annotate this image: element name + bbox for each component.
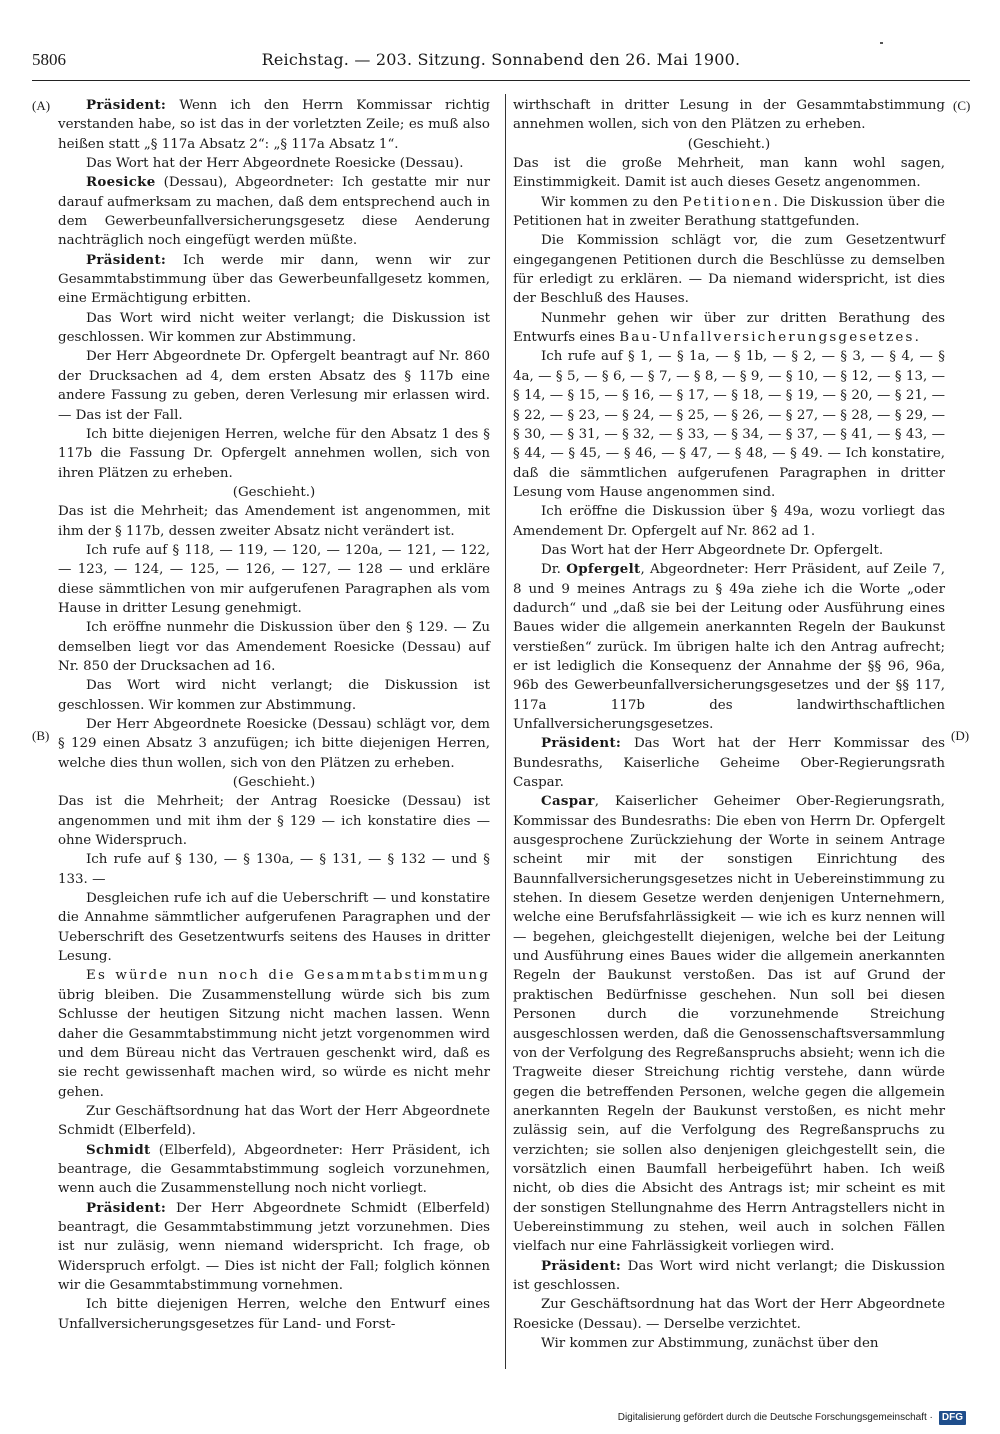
paragraph: Präsident: Ich werde mir dann, wenn wir zur Gesammtabstimmung über das Gewerbeunfallgesetz kommen, eine Ermächtigung erbitten.: [58, 251, 490, 307]
page-header: [32, 46, 970, 74]
paragraph: Desgleichen rufe ich auf die Ueberschrift — und konstatire die Annahme sämmtlicher aufgerufenen Paragraphen und der Ueberschrift des Gesetzentwurfs seitens des Hauses in dritter Lesung.: [58, 891, 490, 965]
paragraph: Das Wort wird nicht verlangt; die Diskussion ist geschlossen. Wir kommen zur Abstimmung.: [58, 678, 490, 713]
stage-direction: (Geschieht.): [232, 775, 316, 791]
column-divider: [505, 94, 506, 1369]
left-column: [58, 96, 490, 1334]
paragraph: Ich eröffne nunmehr die Diskussion über den § 129. — Zu demselben liegt vor das Amendement Roesicke (Dessau) auf Nr. 850 der Drucksachen ad 16.: [58, 620, 490, 674]
digitization-footer: [618, 1410, 966, 1426]
dfg-logo: DFG: [939, 1411, 966, 1425]
paragraph: Ich rufe auf § 118, — 119, — 120, — 120a, — 121, — 122, — 123, — 124, — 125, — 126, — 127, — 128 — und erkläre diese sämmtlichen von mir aufgerufenen Paragraphen als vom Hause in dritter Lesung genehmigt.: [58, 542, 490, 616]
paragraph: Ich bitte diejenigen Herren, welche für den Absatz 1 des § 117b die Fassung Dr. Opfergelt annehmen wollen, sich von ihren Plätzen zu erheben.: [58, 426, 490, 481]
stage-direction: (Geschieht.): [687, 136, 771, 152]
footer-text: Digitalisierung gefördert durch die Deutsche Forschungsgemeinschaft ·: [617, 1412, 933, 1423]
stage-direction: (Geschieht.): [232, 484, 316, 500]
running-head: Reichstag. — 203. Sitzung. Sonnabend den 26. Mai 1900.: [261, 50, 741, 69]
paragraph: Der Herr Abgeordnete Roesicke (Dessau) schlägt vor, dem § 129 einen Absatz 3 anzufügen; ich bitte diejenigen Herren, welche dies thun wollen, sich von den Plätzen zu erheben.: [58, 717, 490, 771]
spaced-text: Bau-Unfallversicherungsgesetzes: [619, 330, 915, 346]
print-speck: [880, 42, 883, 44]
margin-marker-d: (D): [951, 728, 970, 743]
paragraph: Dr. Opfergelt, Abgeordneter: Herr Präsident, auf Zeile 7, 8 und 9 meines Antrags zu § 49a ziehe ich die Worte „oder dadurch“ und „daß sie bei der Leitung oder Ausführung eines Baues wider die allgemein anerkannten Regeln der Baukunst verstießen“ zurück. Im übrigen halte ich den Antrag aufrecht; er ist lediglich die Konsequenz der Annahme der §§ 96, 96a, 96b des Gewerbeunfallversicherungsgesetzes und der §§ 117, 117a 117b des landwirthschaftlichen Unfallversicherungsgesetzes.: [513, 561, 945, 732]
speaker-name: Präsident:: [541, 735, 622, 752]
paragraph: Ich rufe auf § 1, — § 1a, — § 1b, — § 2, — § 3, — § 4, — § 4a, — § 5, — § 6, — § 7, — § 8, — § 9, — § 10, — § 12, — § 13, — § 14, — § 15, — § 16, — § 17, — § 18, — § 19, — § 20, — § 21, — § 22, — § 23, — § 24, — § 25, — § 26, — § 27, — § 28, — § 29, — § 30, — § 31, — § 32, — § 33, — § 34, — § 37, — § 41, — § 43, — § 44, — § 45, — § 46, — § 47, — § 48, — § 49. — Ich konstatire, daß die sämmtlichen aufgerufenen Paragraphen in dritter Lesung vom Hause angenommen sind.: [513, 349, 945, 500]
paragraph: Präsident: Wenn ich den Herrn Kommissar richtig verstanden habe, so ist das in der vorletzten Zeile; es muß also heißen statt „§ 117a Absatz 2“: „§ 117a Absatz 1“.: [58, 97, 490, 152]
paragraph: Das ist die Mehrheit; das Amendement ist angenommen, mit ihm der § 117b, dessen zweiter Absatz nicht verändert ist.: [58, 504, 490, 539]
spaced-text: Es würde nun noch die Gesammtabstimmung: [86, 968, 490, 984]
paragraph: Ich eröffne die Diskussion über § 49a, wozu vorliegt das Amendement Dr. Opfergelt auf Nr. 862 ad 1.: [513, 504, 945, 539]
speaker-name: Präsident:: [86, 251, 167, 268]
paragraph: Das Wort wird nicht weiter verlangt; die Diskussion ist geschlossen. Wir kommen zur Abstimmung.: [58, 310, 490, 346]
spaced-text: Petitionen: [682, 194, 774, 210]
margin-marker-b: (B): [32, 728, 50, 743]
paragraph: Zur Geschäftsordnung hat das Wort der Herr Abgeordnete Roesicke (Dessau). — Derselbe verzichtet.: [513, 1297, 945, 1332]
paragraph: Ich bitte diejenigen Herren, welche den Entwurf eines Unfallversicherungsgesetzes für Land- und Forst-: [58, 1297, 490, 1332]
paragraph: Schmidt (Elberfeld), Abgeordneter: Herr Präsident, ich beantrage, die Gesammtabstimmung sogleich vorzunehmen, wenn auch die Zusammenstellung noch nicht vorliegt.: [58, 1141, 490, 1197]
paragraph: Das ist die große Mehrheit, man kann wohl sagen, Einstimmigkeit. Damit ist auch dieses Gesetz angenommen.: [513, 156, 945, 191]
paragraph: Das Wort hat der Herr Abgeordnete Dr. Opfergelt.: [541, 542, 884, 558]
paragraph: Nunmehr gehen wir über zur dritten Berathung des Entwurfs eines Bau-Unfallversicherungsgesetzes.: [513, 310, 945, 346]
paragraph: Die Kommission schlägt vor, die zum Gesetzentwurf eingegangenen Petitionen durch die Beschlüsse zu demselben für erledigt zu erklären. — Da niemand widerspricht, ist dies der Beschluß des Hauses.: [513, 233, 945, 307]
paragraph: Präsident: Das Wort wird nicht verlangt; die Diskussion ist geschlossen.: [513, 1257, 945, 1293]
margin-marker-a: (A): [32, 98, 51, 113]
speaker-name: Opfergelt: [566, 561, 641, 578]
paragraph: Caspar, Kaiserlicher Geheimer Ober-Regierungsrath, Kommissar des Bundesraths: Die eben von Herrn Dr. Opfergelt ausgesprochene Zurückziehung der Worte in seinem Antrage scheint mir mit der sonstigen Einrichtung des Baunnfallversicherungsgesetzes nicht in Uebereinstimmung zu stehen. In diesem Gesetze werden denjenigen Unternehmern, welche eine Berufsfahrlässigkeit — wie ich es kurz nennen will — begehen, gleichgestellt diejenigen, welche bei der Leitung und Ausführung eines Baues wider die allgemein anerkannten Regeln der Baukunst verstoßen. Das ist auf Grund der praktischen Bedürfnisse geschehen. Nun soll bei diesen Personen durch die vorzunehmende Streichung ausgeschlossen werden, daß die Genossenschaftsversammlung von der Verfolgung des Regreßanspruchs absieht; wenn ich die Tragweite dieser Streichung richtig verstehe, dann würde gegen die betreffenden Personen, welche gegen die allgemein anerkannten Regeln der Baukunst verstoßen, es nicht mehr zulässig sein, auf die Verfolgung des Regreßanspruchs zu verzichten; sie sollen also denjenigen gleichgestellt sein, die vorsätzlich einen Baumfall herbeigeführt haben. Ich weiß nicht, ob dies die Absicht des Antrags ist; mir scheint es mit der sonstigen Stellungnahme des Herrn Antragstellers nicht in Uebereinstimmung zu stehen, weil auch in solchen Fällen vielfach nur eine Fahrlässigkeit vorliegen wird.: [513, 793, 945, 1255]
speaker-name: Präsident:: [86, 1199, 167, 1216]
paragraph: Zur Geschäftsordnung hat das Wort der Herr Abgeordnete Schmidt (Elberfeld).: [58, 1103, 490, 1139]
paragraph: Präsident: Der Herr Abgeordnete Schmidt (Elberfeld) beantragt, die Gesammtabstimmung jetzt vorzunehmen. Dies ist nur zuläsig, wenn niemand widerspricht. Ich frage, ob Widerspruch erfolgt. — Dies ist nicht der Fall; folglich können wir die Gesammtabstimmung vornehmen.: [58, 1199, 490, 1293]
page-number: 5806: [32, 50, 66, 69]
paragraph: Der Herr Abgeordnete Dr. Opfergelt beantragt auf Nr. 860 der Drucksachen ad 4, dem ersten Absatz des § 117b eine andere Fassung zu geben, deren Verlesung mir erlassen wird. — Das ist der Fall.: [58, 349, 490, 423]
paragraph: wirthschaft in dritter Lesung in der Gesammtabstimmung annehmen wollen, sich von den Plätzen zu erheben.: [513, 98, 945, 133]
paragraph: Es würde nun noch die Gesammtabstimmung übrig bleiben. Die Zusammenstellung würde sich bis zum Schlusse der heutigen Sitzung nicht machen lassen. Wenn daher die Gesammtabstimmung nicht jetzt vorgenommen wird und dem Büreau nicht das Vertrauen geschenkt wird, daß es sie recht gewissenhaft machen wird, so würde es nicht mehr gehen.: [58, 968, 490, 1100]
paragraph: Wir kommen zu den Petitionen. Die Diskussion über die Petitionen hat in zweiter Berathung stattgefunden.: [513, 194, 945, 230]
paragraph: Wir kommen zur Abstimmung, zunächst über den: [541, 1336, 879, 1351]
speaker-name: Caspar: [541, 793, 595, 810]
paragraph: Das ist die Mehrheit; der Antrag Roesicke (Dessau) ist angenommen und mit ihm der § 129 — ich konstatire dies — ohne Widerspruch.: [58, 794, 490, 849]
paragraph: Das Wort hat der Herr Abgeordnete Roesicke (Dessau).: [86, 156, 464, 172]
speaker-name: Roesicke: [86, 174, 156, 191]
speaker-name: Präsident:: [86, 97, 167, 113]
right-column: [513, 96, 945, 1353]
paragraph: Präsident: Das Wort hat der Herr Kommissar des Bundesraths, Kaiserliche Geheime Ober-Regierungsrath Caspar.: [513, 735, 945, 791]
header-rule: [32, 80, 970, 81]
speaker-name: Schmidt: [86, 1141, 151, 1158]
margin-marker-c: (C): [953, 98, 971, 113]
speaker-name: Präsident:: [541, 1257, 622, 1274]
paragraph: Roesicke (Dessau), Abgeordneter: Ich gestatte mir nur darauf aufmerksam zu machen, daß dem entsprechend auch in dem Gewerbeunfallversicherungsgesetz diese Aenderung nachträglich noch eingefügt werden müßte.: [58, 174, 490, 249]
paragraph: Ich rufe auf § 130, — § 130a, — § 131, — § 132 — und § 133. —: [58, 852, 490, 887]
